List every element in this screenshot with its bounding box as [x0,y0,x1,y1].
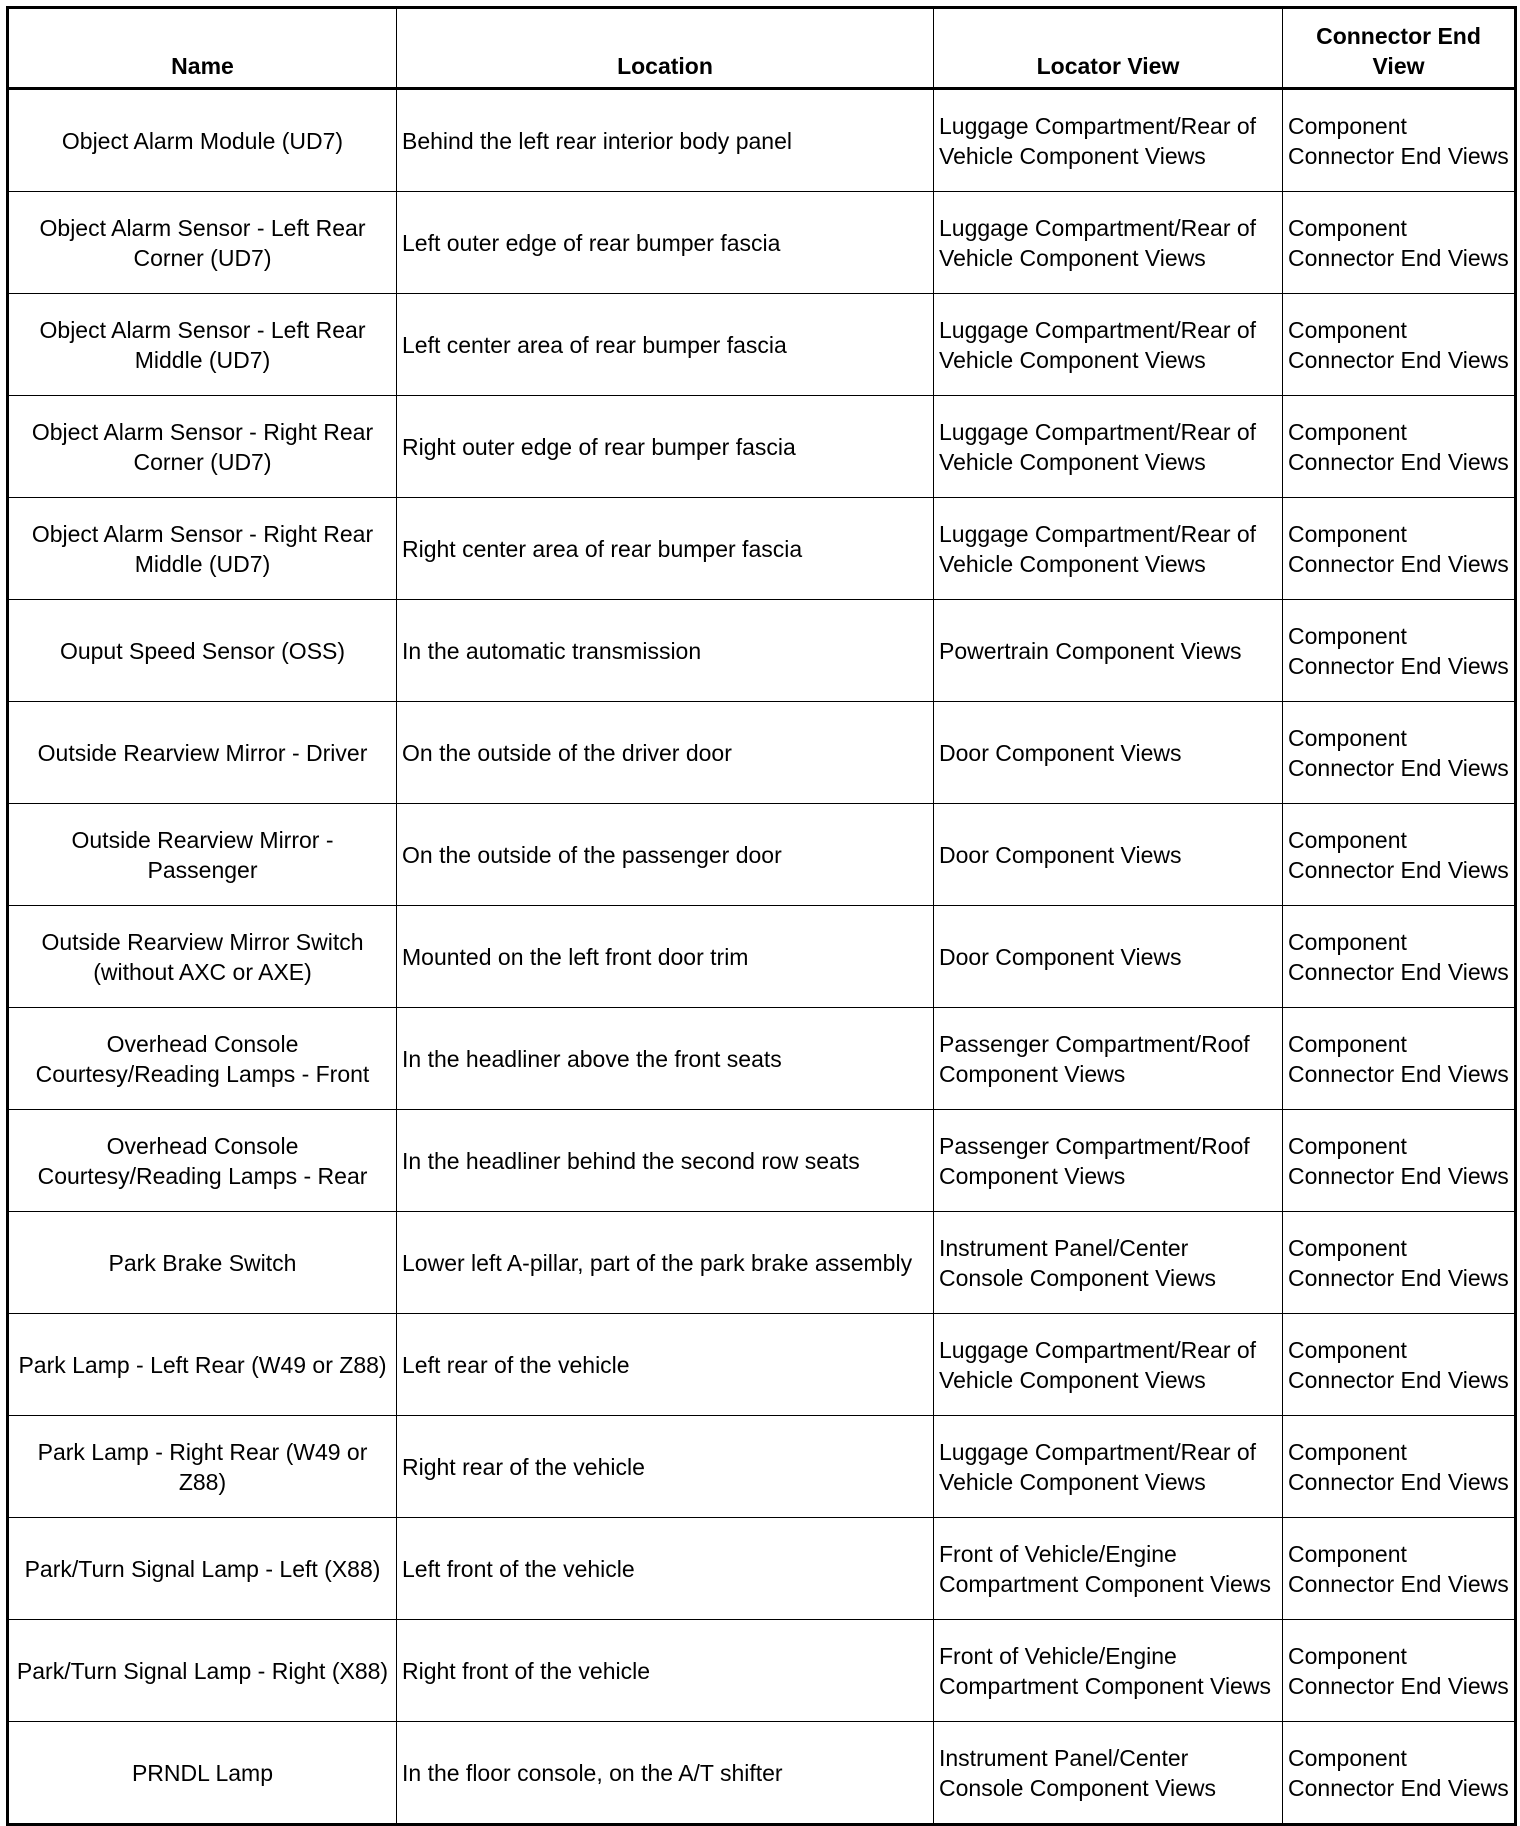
table-row [8,1620,1516,1722]
locator-view-cell: Front of Vehicle/Engine Compartment Component Views [934,1518,1283,1620]
locator-view-cell: Front of Vehicle/Engine Compartment Component Views [934,1620,1283,1722]
name-cell: Object Alarm Sensor - Left Rear Corner (UD7) [8,192,397,294]
location-cell: Left front of the vehicle [397,1518,934,1620]
table-row [8,906,1516,1008]
name-cell: Park/Turn Signal Lamp - Right (X88) [8,1620,397,1722]
table-row [8,804,1516,906]
name-cell: Outside Rearview Mirror - Driver [8,702,397,804]
table-row [8,1314,1516,1416]
location-cell: Right center area of rear bumper fascia [397,498,934,600]
location-cell: Left center area of rear bumper fascia [397,294,934,396]
table-row [8,702,1516,804]
connector-end-view-cell: Component Connector End Views [1283,1620,1516,1722]
location-cell: Behind the left rear interior body panel [397,89,934,192]
connector-end-view-cell: Component Connector End Views [1283,1008,1516,1110]
table-row [8,1722,1516,1825]
name-cell: Park Lamp - Left Rear (W49 or Z88) [8,1314,397,1416]
header-name: Name [8,8,397,89]
locator-view-cell: Instrument Panel/Center Console Component Views [934,1212,1283,1314]
location-cell: On the outside of the driver door [397,702,934,804]
locator-view-cell: Luggage Compartment/Rear of Vehicle Component Views [934,396,1283,498]
locator-view-cell: Door Component Views [934,906,1283,1008]
connector-end-view-cell: Component Connector End Views [1283,294,1516,396]
table-row [8,1008,1516,1110]
name-cell: Object Alarm Sensor - Right Rear Middle (UD7) [8,498,397,600]
name-cell: Park/Turn Signal Lamp - Left (X88) [8,1518,397,1620]
table-row [8,89,1516,192]
table-body [8,89,1516,1825]
name-cell: Object Alarm Sensor - Right Rear Corner (UD7) [8,396,397,498]
location-cell: On the outside of the passenger door [397,804,934,906]
locator-view-cell: Luggage Compartment/Rear of Vehicle Component Views [934,498,1283,600]
header-location: Location [397,8,934,89]
locator-view-cell: Door Component Views [934,804,1283,906]
name-cell: Object Alarm Module (UD7) [8,89,397,192]
location-cell: In the headliner behind the second row seats [397,1110,934,1212]
connector-end-view-cell: Component Connector End Views [1283,600,1516,702]
component-locator-table [6,6,1517,1826]
table-row [8,1416,1516,1518]
locator-view-cell: Passenger Compartment/Roof Component Views [934,1110,1283,1212]
name-cell: Outside Rearview Mirror - Passenger [8,804,397,906]
connector-end-view-cell: Component Connector End Views [1283,498,1516,600]
location-cell: Right front of the vehicle [397,1620,934,1722]
connector-end-view-cell: Component Connector End Views [1283,804,1516,906]
locator-view-cell: Passenger Compartment/Roof Component Views [934,1008,1283,1110]
connector-end-view-cell: Component Connector End Views [1283,1110,1516,1212]
location-cell: Left rear of the vehicle [397,1314,934,1416]
connector-end-view-cell: Component Connector End Views [1283,1314,1516,1416]
header-locator-view: Locator View [934,8,1283,89]
name-cell: Park Brake Switch [8,1212,397,1314]
location-cell: Left outer edge of rear bumper fascia [397,192,934,294]
connector-end-view-cell: Component Connector End Views [1283,1722,1516,1825]
header-connector-end-view: Connector End View [1283,8,1516,89]
name-cell: Overhead Console Courtesy/Reading Lamps - Front [8,1008,397,1110]
location-cell: Right rear of the vehicle [397,1416,934,1518]
name-cell: Object Alarm Sensor - Left Rear Middle (UD7) [8,294,397,396]
table-row [8,294,1516,396]
connector-end-view-cell: Component Connector End Views [1283,906,1516,1008]
location-cell: In the automatic transmission [397,600,934,702]
table-row [8,192,1516,294]
name-cell: PRNDL Lamp [8,1722,397,1825]
name-cell: Outside Rearview Mirror Switch (without AXC or AXE) [8,906,397,1008]
header-row [8,8,1516,89]
connector-end-view-cell: Component Connector End Views [1283,89,1516,192]
locator-view-cell: Luggage Compartment/Rear of Vehicle Component Views [934,294,1283,396]
locator-view-cell: Luggage Compartment/Rear of Vehicle Component Views [934,1314,1283,1416]
locator-view-cell: Luggage Compartment/Rear of Vehicle Component Views [934,89,1283,192]
connector-end-view-cell: Component Connector End Views [1283,1518,1516,1620]
location-cell: In the headliner above the front seats [397,1008,934,1110]
connector-end-view-cell: Component Connector End Views [1283,702,1516,804]
name-cell: Overhead Console Courtesy/Reading Lamps - Rear [8,1110,397,1212]
connector-end-view-cell: Component Connector End Views [1283,1416,1516,1518]
name-cell: Park Lamp - Right Rear (W49 or Z88) [8,1416,397,1518]
location-cell: In the floor console, on the A/T shifter [397,1722,934,1825]
table-row [8,1212,1516,1314]
location-cell: Right outer edge of rear bumper fascia [397,396,934,498]
locator-view-cell: Instrument Panel/Center Console Component Views [934,1722,1283,1825]
table-row [8,1110,1516,1212]
locator-view-cell: Powertrain Component Views [934,600,1283,702]
locator-view-cell: Door Component Views [934,702,1283,804]
connector-end-view-cell: Component Connector End Views [1283,1212,1516,1314]
table-row [8,396,1516,498]
table-row [8,498,1516,600]
locator-view-cell: Luggage Compartment/Rear of Vehicle Component Views [934,1416,1283,1518]
table-row [8,600,1516,702]
connector-end-view-cell: Component Connector End Views [1283,396,1516,498]
connector-end-view-cell: Component Connector End Views [1283,192,1516,294]
location-cell: Mounted on the left front door trim [397,906,934,1008]
name-cell: Ouput Speed Sensor (OSS) [8,600,397,702]
location-cell: Lower left A-pillar, part of the park brake assembly [397,1212,934,1314]
table-row [8,1518,1516,1620]
locator-view-cell: Luggage Compartment/Rear of Vehicle Component Views [934,192,1283,294]
